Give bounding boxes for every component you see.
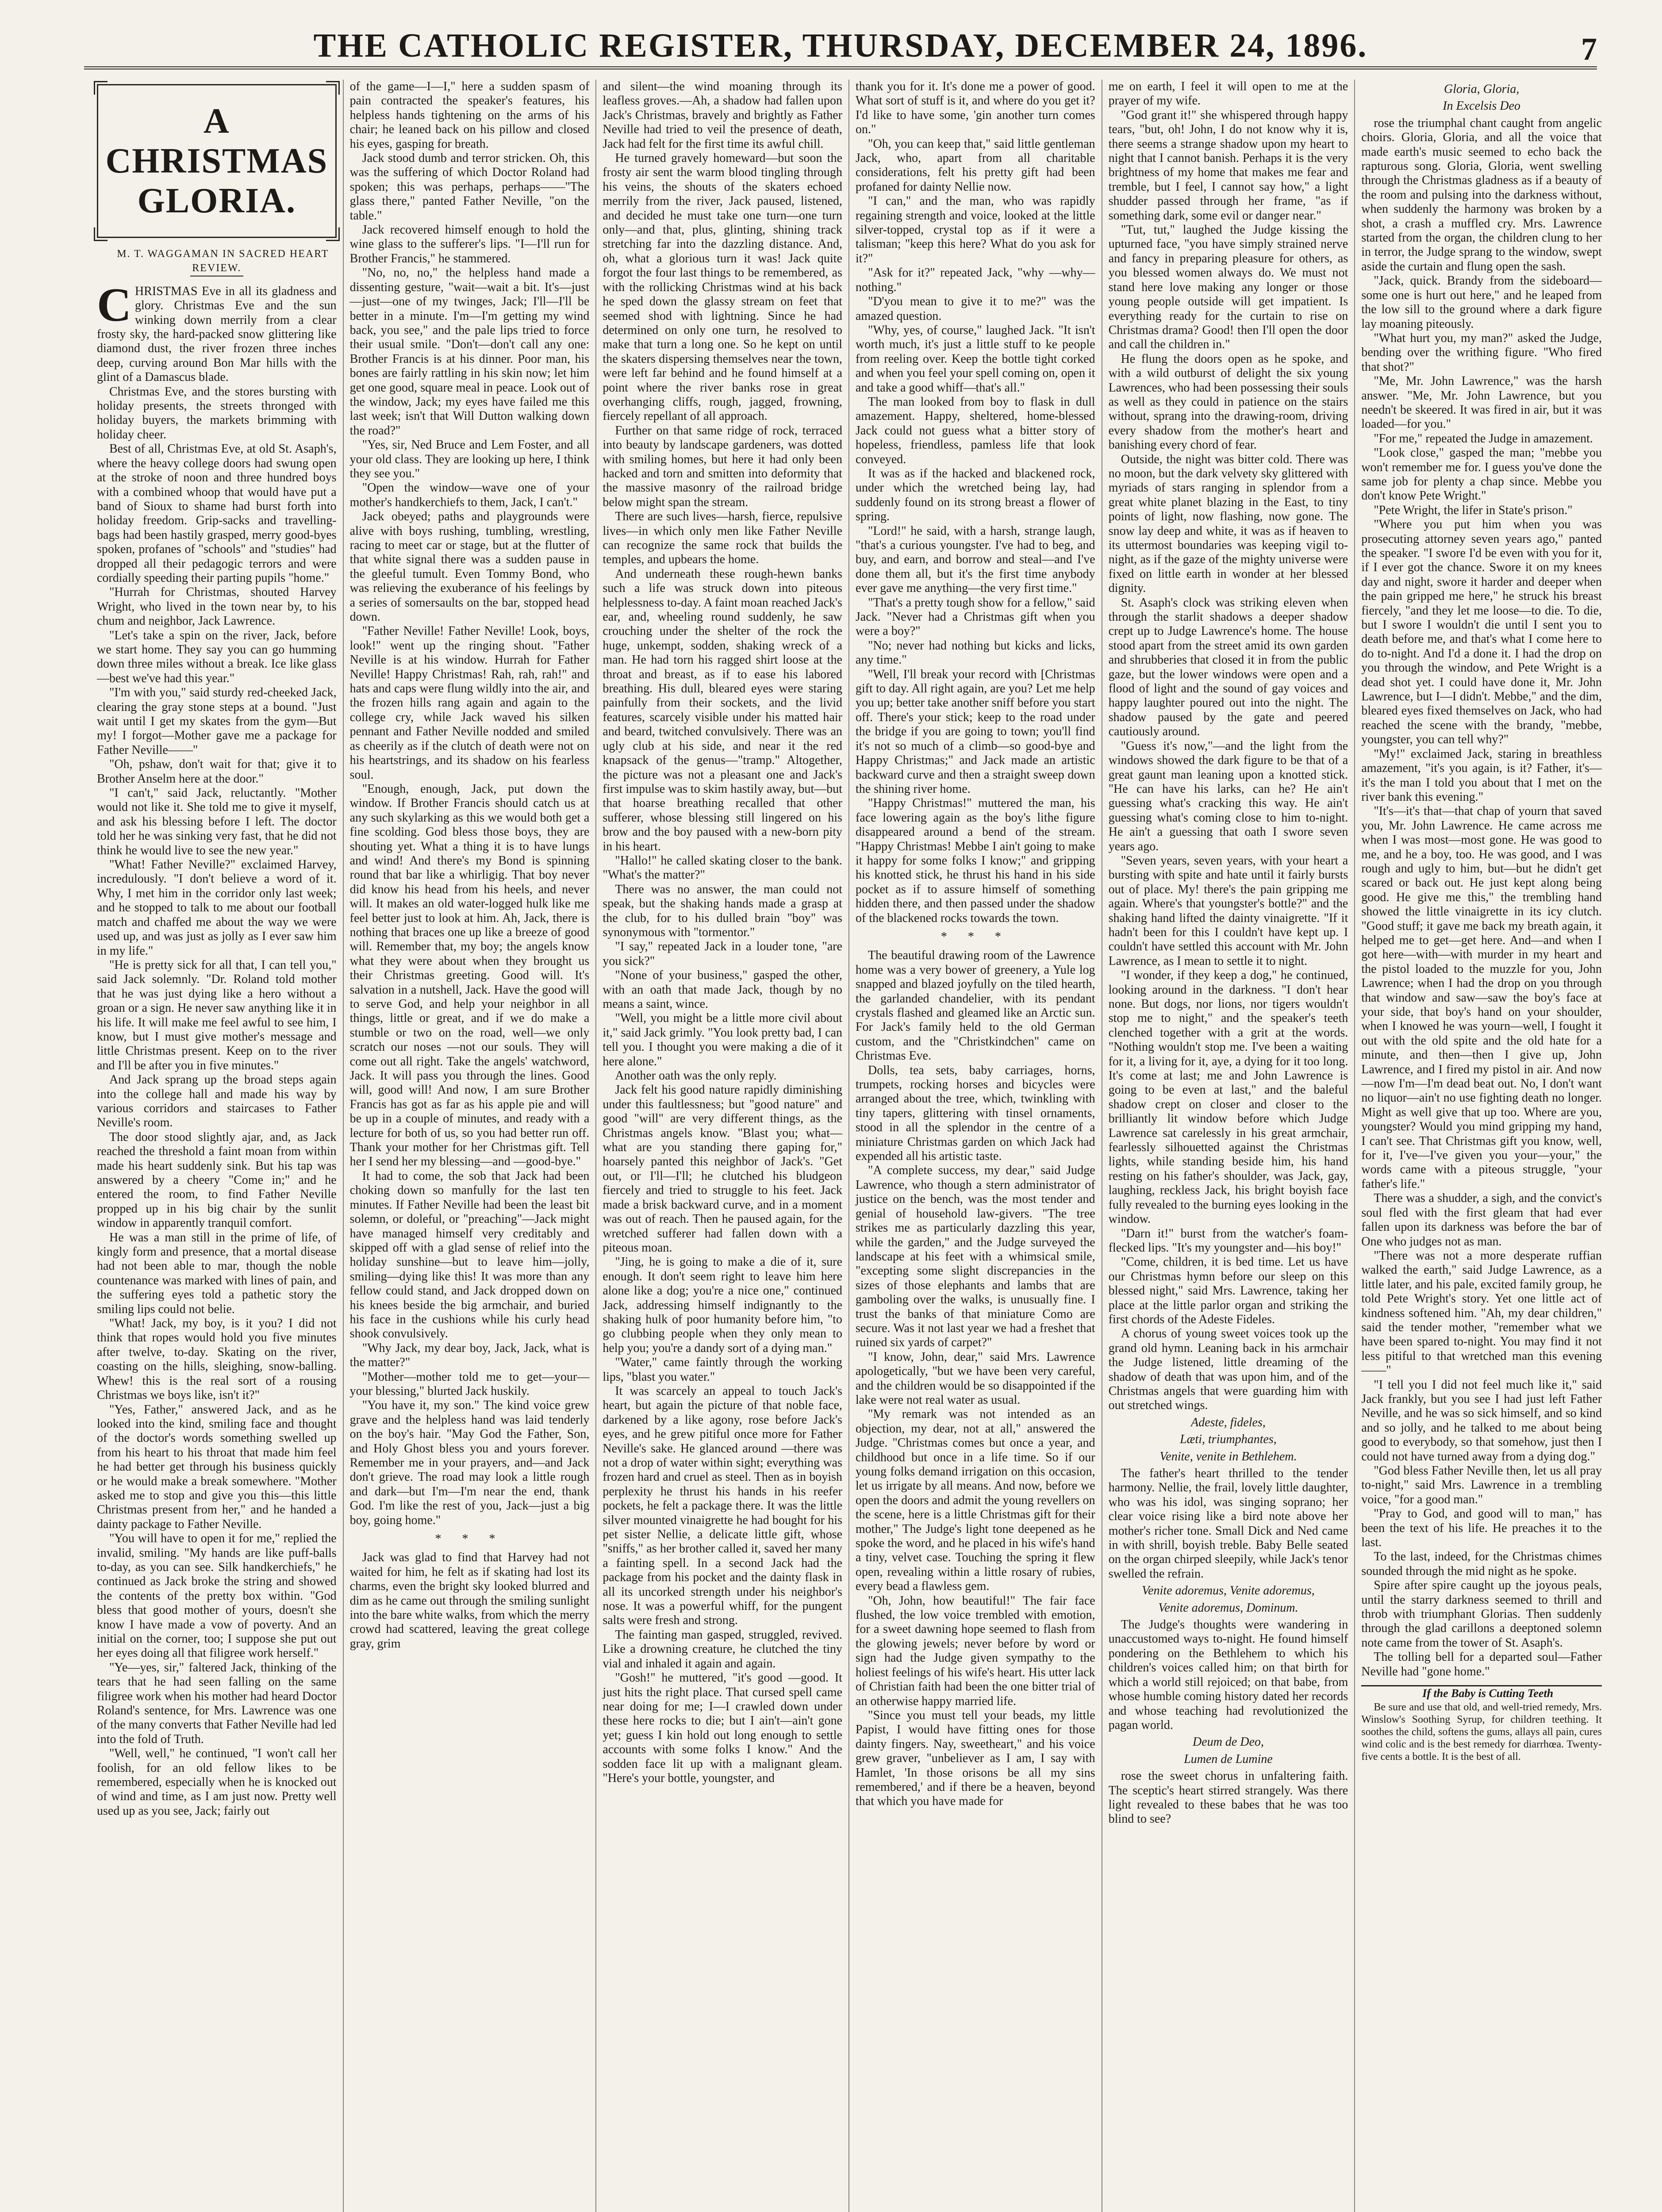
paragraph: "You have it, my son." The kind voice grew grave and the helpless hand was laid tenderly on the boy's hair. "May God the Father, Son, and Holy Ghost bless you and yours forever. Remember me in your prayers, and—and Jack don't grieve. The road may look a little rough and dark—but I'm—I'm near the end, thank God. I'm like the rest of you, Jack—just a big boy, going home.": [349, 1398, 590, 1527]
paragraph: In Excelsis Deo: [1443, 99, 1521, 113]
advert-title: If the Baby is Cutting Teeth: [1422, 1687, 1554, 1700]
paragraph: "I tell you I did not feel much like it," said Jack frankly, but you see I had just left Father Neville, and he was so sick himself, and so kind and so jolly, and he talked to me about being good to everybody, so that somehow, just then I could not have turned away from a dying dog.": [1361, 1378, 1602, 1463]
paragraph: "I say," repeated Jack in a louder tone, "are you sick?": [603, 940, 843, 968]
paragraph: A chorus of young sweet voices took up the grand old hymn. Leaning back in his armchair the Judge listened, little dreaming of the shadow of death that was upon him, and of the Christmas angels that were guarding him with out stretched wings.: [1108, 1327, 1348, 1413]
paragraph: There was a shudder, a sigh, and the convict's soul fled with the first gleam that had ever fallen upon its darkness was before the bar of One who judges not as man.: [1361, 1191, 1602, 1248]
paragraph: Venite adoremus, Dominum.: [1158, 1601, 1298, 1615]
paragraph: "Hallo!" he called skating closer to the bank. "What's the matter?": [603, 853, 843, 882]
paragraph: "It's—it's that—that chap of yourn that saved you, Mr. John Lawrence. He came across me when I was most—most gone. He was good to me, and he a boy, too. He was good, and I was rough and ugly to him, but—but he didn't get scared or back out. He just kept along being good. He give me this," the trembling hand showed the little vinaigrette in its icy clutch. "Good stuff; it gave me back my breath again, it helped me to get—get here. And—and when I got here—with—with murder in my heart and the pistol loaded to the muzzle for you, John Lawrence; when I had the drop on you through that window and saw—saw the boy's face at your side, that boy's hand on your shoulder, when I knowed he was yourn—well, I fought it out with the old spite and the old hate for a minute, and then—then I give up, John Lawrence, and I fired my pistol in air. And now—now I'm—I'm dead beat out. No, I don't want no liquor—ain't no use fighting death no longer. Might as well give that up too. Where are you, youngster? Would you mind gripping my hand, I can't see. That Christmas gift you know, well, for it, I've—I've given you your—your," the words came with a piteous struggle, "your father's life.": [1361, 804, 1602, 1191]
column-5: [1102, 80, 1355, 2212]
paragraph: Another oath was the only reply.: [615, 1069, 777, 1083]
paragraph: "Why Jack, my dear boy, Jack, Jack, what is the matter?": [349, 1341, 590, 1370]
column-3-body: [603, 80, 842, 1786]
paragraph: "Well, you might be a little more civil about it," said Jack grimly. "You look pretty bad, I can tell you. I thought you were making a die of it here alone.": [603, 1011, 843, 1068]
paragraph: "I wonder, if they keep a dog," he continued, looking around in the darkness. "I don't hear none. But dogs, nor lions, nor tigers wouldn't stop me to night," and the speaker's teeth clenched together with a grit at the words. "Nothing wouldn't stop me. I've been a waiting for it, a living for it, aye, a dying for it too long. It's come at last; me and John Lawrence is going to be even at last," and the baleful shadow crept on closer and closer to the brilliantly lit window before which Judge Lawrence sat carelessly in his great armchair, fearlessly silhouetted against the Christmas lights, while standing beside him, his hand resting on his father's shoulder, was Jack, gay, laughing, reckless Jack, his bright boyish face fully revealed to the burning eyes looking in the window.: [1108, 968, 1348, 1226]
paragraph: "Pete Wright, the lifer in State's prison.": [1374, 503, 1573, 517]
article-columns: [91, 80, 1608, 2212]
paragraph: The fainting man gasped, struggled, revived. Like a drowning creature, he clutched the tiny vial and inhaled it again and again.: [603, 1628, 843, 1671]
paragraph: St. Asaph's clock was striking eleven when through the starlit shadows a deeper shadow crept up to Judge Lawrence's home. The house stood apart from the street amid its own garden and shrubberies that closed it in from the public gaze, but the lower windows were open and a flood of light and the sound of gay voices and happy laughter poured out into the night. The shadow paused by the gate and peered cautiously around.: [1108, 595, 1348, 739]
paragraph: rose the triumphal chant caught from angelic choirs. Gloria, Gloria, and all the voice that made earth's music seemed to echo back the rapturous song. Gloria, Gloria, went swelling through the Christmas gladness as if a beauty of the room and pulsing into the darkness without, when suddenly the harmony was broken by a shot, a crash a muffled cry. Mrs. Lawrence started from the organ, the children clung to her in terror, the Judge sprang to the window, swept aside the curtain and flung open the sash.: [1361, 116, 1602, 273]
paragraph: "Well, well," he continued, "I won't call her foolish, for an old fellow likes to be remembered, especially when he is knocked out of wind and time, as I am just now. Pretty well used up as you see, Jack; fairly out: [97, 1747, 337, 1818]
paragraph: "Jing, he is going to make a die of it, sure enough. It don't seem right to leave him here alone like a dog; you're a nice one," continued Jack, addressing himself indignantly to the shaking hulk of poor humanity before him, "to go clubbing people when they only mean to help you; you're a dandy sort of a dying man.": [603, 1255, 843, 1355]
paragraph: "He is pretty sick for all that, I can tell you," said Jack solemnly. "Dr. Roland told mother that he was just dying like a hero without a groan or a sign. He never saw anything like it in his life. It will make me feel awful to see him, I know, but I must give mother's message and little Christmas present. Keep on to the river and I'll be after you in five minutes.": [97, 958, 337, 1072]
paragraph: "Me, Mr. John Lawrence," was the harsh answer. "Me, Mr. John Lawrence, but you needn't be skeered. It was fired in air, but it was loaded—for you.": [1361, 374, 1602, 431]
paragraph: Adeste, fideles,: [1191, 1415, 1266, 1429]
paragraph: "My remark was not intended as an objection, my dear, not at all," answered the Judge. "Christmas comes but once a year, and childhood but once in a life time. So if our young folks demand irrigation on this occasion, let us irrigate by all means. And now, before we open the doors and admit the young revellers on the scene, here is a little Christmas gift for their mother," The Judge's light tone deepened as he spoke the word, and he placed in his wife's hand a tiny, velvet case. Touching the spring it flew open, revealing within a little rosary of rubies, every bead a flawless gem.: [856, 1407, 1095, 1594]
paragraph: Outside, the night was bitter cold. There was no moon, but the dark velvety sky glittered with myriads of stars ranging in splendor from a great white planet blazing in the East, to tiny points of light, now flashing, now gone. The snow lay deep and white, it was as if heaven to its uttermost boundaries was keeping vigil to-night, as if the gaze of the mighty universe were fixed on little earth in wonder at her blessed dignity.: [1108, 452, 1348, 595]
paragraph: "No, no, no," the helpless hand made a dissenting gesture, "wait—wait a bit. It's—just—just—one of my twinges, Jack; I'll—I'll be better in a minute. I'm—I'm getting my wind back, you see," and the pale lips tried to force their usual smile. "Don't—don't call any one: Brother Francis is at his dinner. Poor man, his bones are fairly rattling in his skin now; let him get one good, square meal in peace. Look out of the window, Jack; my eyes have failed me this last week; isn't that Will Dutton walking down the road?": [349, 266, 590, 438]
paragraph: "You will have to open it for me," replied the invalid, smiling. "My hands are like puff-balls to-day, as you can see. Silk handkerchiefs," he continued as Jack broke the string and showed the contents of the pretty box within. "God bless that good mother of yours, doesn't she know I have made a vow of poverty. And an initial on the corner, too; I suppose she put out her eyes doing all that filigree work herself.": [97, 1532, 337, 1660]
column-1: [91, 80, 344, 2212]
paragraph: The beautiful drawing room of the Lawrence home was a very bower of greenery, a Yule log snapped and blazed joyfully on the tiled hearth, the garlanded chandelier, with its pendant crystals flashed and gleamed like an Arctic sun. For Jack's family held to the old German custom, and the "Christkindchen" came on Christmas Eve.: [856, 949, 1095, 1063]
paragraph: The Judge's thoughts were wandering in unaccustomed ways to-night. He found himself pondering on the Bethlehem to which his children's voices called him; on that birth for which a world still rejoiced; on that babe, from whose humble coming history dated her records and whose teaching had revolutionized the pagan world.: [1108, 1618, 1348, 1732]
paragraph: He flung the doors open as he spoke, and with a wild outburst of delight the six young Lawrences, who had been possessing their souls as well as they could in patience on the stairs without, sprang into the drawing-room, driving every shadow from the mother's heart and banishing every chord of fear.: [1108, 352, 1348, 452]
page-number: 7: [1581, 31, 1597, 67]
column-2: [344, 80, 597, 2212]
paragraph: thank you for it. It's done me a power of good. What sort of stuff is it, and where do you get it? I'd like to have some, 'gin another turn comes on.": [856, 80, 1095, 137]
paragraph: Lumen de Lumine: [1184, 1752, 1273, 1766]
paragraph: "God bless Father Neville then, let us all pray to-night," said Mrs. Lawrence in a trembling voice, "for a good man.": [1361, 1464, 1602, 1506]
paragraph: Jack stood dumb and terror stricken. Oh, this was the suffering of which Doctor Roland had spoken; this was perhaps, perhaps——"The glass there," panted Father Neville, "on the table.": [349, 151, 590, 223]
paragraph: "Ye—yes, sir," faltered Jack, thinking of the tears that he had seen falling on the same filigree work when his mother had heard Doctor Roland's sentence, for Mrs. Lawrence was one of the many converts that Father Neville had led into the fold of Truth.: [97, 1660, 337, 1746]
paragraph: "Let's take a spin on the river, Jack, before we start home. They say you can go humming down three miles without a break. Ice like glass—best we've had this year.": [97, 628, 337, 685]
paragraph: There was no answer, the man could not speak, but the shaking hands made a grasp at the club, for to his dulled brain "boy" was synonymous with "tormentor.": [603, 882, 843, 939]
paragraph: He turned gravely homeward—but soon the frosty air sent the warm blood tingling through his veins, the shouts of the skaters echoed merrily from the river, Jack paused, listened, and decided he must take one turn—one turn only—and that, plus, glinting, shining track stretching far into the dazzling distance. And, oh, what a glorious turn it was! Jack quite forgot the four last things to be remembered, as with the rollicking Christmas wind at his back he sped down the glassy stream on feet that seemed shod with lightning. Since he had determined on only one turn, he resolved to make that turn a long one. So he kept on until the skaters dispersing themselves near the town, were left far behind and he found himself at a point where the river banks rose in great overhanging cliffs, rough, jagged, frowning, fiercely repellant of all approach.: [603, 151, 843, 423]
paragraph: "What hurt you, my man?" asked the Judge, bending over the writhing figure. "Who fired that shot?": [1361, 331, 1602, 374]
paragraph: Best of all, Christmas Eve, at old St. Asaph's, where the heavy college doors had swung open at the stroke of noon and three hundred boys with a combined whoop that would have put a band of Sioux to shame had burst forth into holiday freedom. Grip-sacks and travelling-bags had been hastily grasped, merry good-byes spoken, profanes of "schools" and "studies" had dropped all their pedagogic terrors and were cordially speeding their parting pupils "home.": [97, 442, 337, 585]
paragraph: Læti, triumphantes,: [1180, 1432, 1277, 1447]
paragraph: "What! Father Neville?" exclaimed Harvey, incredulously. "I don't believe a word of it. Why, I met him in the corridor only last week; and he stopped to talk to me about our football match and chaffed me about the way we were used up, and was just as jolly as I ever saw him in my life.": [97, 858, 337, 958]
paragraph: "Where you put him when you was prosecuting attorney seven years ago," panted the speaker. "I swore I'd be even with you for it, if I ever got the chance. Swore it on my knees day and night, swore it harder and deeper when the pain gripped me here," he struck his breast fiercely, "and they let me loose—to die. To die, but I swore I wouldn't die until I sent you to death before me, and that's what I come here to do to-night. And I'd a done it. I had the drop on you through the window, and Pete Wright is a dead shot yet. I could have done it, Mr. John Lawrence, but I—I didn't. Mebbe," and the dim, bleared eyes fixed themselves on Jack, who had reached the scene with the brandy, "mebbe, youngster, you can tell why?": [1361, 518, 1602, 747]
paragraph: me on earth, I feel it will open to me at the prayer of my wife.: [1108, 80, 1348, 108]
paragraph: "A complete success, my dear," said Judge Lawrence, who though a stern administrator of justice on the bench, was the most tender and genial of household law-givers. "The tree strikes me as particularly dazzling this year, while the garden," and the Judge surveyed the landscape at his feet with a whimsical smile, "excepting some slight discrepancies in the sizes of those elephants and lambs that are gamboling over the walks, is unusually fine. I trust the banks of that miniature Como are secure. Was it not last year we had a freshet that ruined six yards of carpet?": [856, 1164, 1095, 1350]
paragraph: "Father Neville! Father Neville! Look, boys, look!" went up the ringing shout. "Father Neville is at his window. Hurrah for Father Neville! Happy Christmas! Rah, rah, rah!" and hats and caps were flung wildly into the air, and the frozen hills rang again and again to the college cry, while Jack waved his silken pennant and Father Neville nodded and smiled as cheerily as if the clutch of death were not on his heartstrings, and its shadow on his fearless soul.: [349, 624, 590, 782]
paragraph: And Jack sprang up the broad steps again into the college hall and made his way by various corridors and staircases to Father Neville's room.: [97, 1073, 337, 1130]
paragraph: "Why, yes, of course," laughed Jack. "It isn't worth much, it's just a little stuff to ke people from reeling over. Keep the bottle tight corked and when you feel your spell coming on, open it and take a good whiff—that's all.": [856, 323, 1095, 395]
paragraph: Dolls, tea sets, baby carriages, horns, trumpets, rocking horses and bicycles were arranged about the tree, which, twinkling with tiny tapers, glittering with tinsel ornaments, stood in all the splendor in the centre of a miniature Christmas garden on which Jack had expended all his artistic taste.: [856, 1063, 1095, 1164]
paragraph: "Happy Christmas!" muttered the man, his face lowering again as the boy's lithe figure disappeared around a bend of the stream. "Happy Christmas! Mebbe I ain't going to make it happy for some folks I know;" and gripping his knotted stick, he thrust his hand in his side pocket as if to assure himself of something hidden there, and then passed under the shadow of the blackened rocks towards the town.: [856, 796, 1095, 925]
paragraph: To the last, indeed, for the Christmas chimes sounded through the mid night as he spoke.: [1361, 1550, 1602, 1578]
paragraph: "Look close," gasped the man; "mebbe you won't remember me for. I guess you've done the same job for plenty a chap since. Mebbe you don't know Pete Wright.": [1361, 446, 1602, 503]
paragraph: "D'you mean to give it to me?" was the amazed question.: [856, 295, 1095, 323]
paragraph: "Since you must tell your beads, my little Papist, I would have fitting ones for those dainty fingers. Nay, sweetheart," and his voice grew graver, "unbeliever as I am, I say with Hamlet, 'In those orisons be all my sins remembered,' and if there be a heaven, beyond that which you have made for: [856, 1708, 1095, 1809]
paragraph: "Oh, you can keep that," said little gentleman Jack, who, apart from all charitable considerations, felt his pretty gift had been profaned for dainty Nellie now.: [856, 137, 1095, 194]
paragraph: "Jack, quick. Brandy from the sideboard—some one is hurt out here," and he leaped from the low sill to the ground where a dark figure lay moaning piteously.: [1361, 274, 1602, 331]
paragraph: The man looked from boy to flask in dull amazement. Happy, sheltered, home-blessed Jack could not guess what a bitter story of hopeless, friendless, pamless life that look conveyed.: [856, 395, 1095, 466]
paragraph: Deum de Deo,: [1193, 1735, 1264, 1749]
paragraph: Venite, venite in Bethlehem.: [1159, 1449, 1297, 1463]
paragraph: He was a man still in the prime of life, of kingly form and presence, that a mortal disease had not been able to mar, though the noble countenance was marked with lines of pain, and the suffering eyes told a pathetic story the smiling lips could not belie.: [97, 1230, 337, 1316]
column-6-body: [1361, 82, 1602, 1679]
paragraph: Jack was glad to find that Harvey had not waited for him, he felt as if skating had lost its charms, even the bright sky looked blurred and dim as he came out through the smiling sunlight into the bare white walks, from which the merry crowd had scattered, leaving the great college gray, grim: [349, 1551, 590, 1651]
column-6: [1355, 80, 1608, 2212]
paragraph: and silent—the wind moaning through its leafless groves.—Ah, a shadow had fallen upon Jack's Christmas, bravely and brightly as Father Neville had tried to veil the presence of death, Jack had felt for the first time its awful chill.: [603, 80, 843, 151]
paragraph: "Lord!" he said, with a harsh, strange laugh, "that's a curious youngster. I've had to beg, and buy, and earn, and borrow and steal—and I've done them all, but it's the first time anybody ever gave me anything—the very first time.": [856, 524, 1095, 595]
column-5-body: [1109, 80, 1348, 1827]
column-4-body: [856, 80, 1095, 1809]
paragraph: It had to come, the sob that Jack had been choking down so manfully for the last ten minutes. If Father Neville had been the least bit solemn, or doleful, or "preaching"—Jack might have managed himself very creditably and skipped off with a glad sense of relief into the holiday sunshine—but to leave him—jolly, smiling—dying like this! It was more than any fellow could stand, and Jack dropped down on his knees beside the big armchair, and buried his face in the cushions while his curly head shook convulsively.: [349, 1169, 590, 1341]
paragraph: "Open the window—wave one of your mother's handkerchiefs to them, Jack, I can't.": [349, 481, 590, 509]
paragraph: "Well, I'll break your record with [Christmas gift to day. All right again, are you? Let me help you up; better take another sniff before you start off. There's your stick; keep to the road under the bridge if you are going to town; you'll find it's not so much of a climb—so good-bye and Happy Christmas;" and Jack made an artistic backward curve and then a straight sweep down the shining river home.: [856, 667, 1095, 796]
drop-cap: C: [97, 278, 131, 331]
paragraph: "No; never had nothing but kicks and licks, any time.": [856, 638, 1095, 667]
paragraph: It was as if the hacked and blackened rock, under which the wretched being lay, had suddenly found on its strong breast a flower of spring.: [856, 466, 1095, 524]
paragraph: "Mother—mother told me to get—your—your blessing," blurted Jack huskily.: [349, 1370, 590, 1398]
paragraph: Jack obeyed; paths and playgrounds were alive with boys rushing, tumbling, wrestling, racing to meet car or stage, but at the flutter of that white signal there was a sudden pause in the gleeful tumult. Even Tommy Bond, who was relieving the exuberance of his feelings by a series of somersaults on the bar, stopped head down.: [349, 510, 590, 624]
paragraph: Venite adoremus, Venite adoremus,: [1142, 1584, 1315, 1598]
paragraph: Further on that same ridge of rock, terraced into beauty by landscape gardeners, was dotted with smiling homes, but here it had only been hacked and torn and smitten into deformity that the massive masonry of the railroad bridge below might span the stream.: [603, 423, 843, 509]
paragraph: [97, 278, 337, 385]
paragraph: "Oh, John, how beautiful!" The fair face flushed, the low voice trembled with emotion, for a sweet dawning hope seemed to flash from the glowing jewels; never before by word or sign had the Judge given sympathy to the holiest feelings of his wife's heart. His utter lack of Christian faith had been the one bitter trial of an otherwise happy married life.: [856, 1594, 1095, 1708]
paragraph: The father's heart thrilled to the tender harmony. Nellie, the frail, lovely little daughter, who was his idol, was singing soprano; her clear voice rising like a bird note above her mother's richer tone. Small Dick and Ned came in with shrill, boyish treble. Baby Belle seated on the organ chirped sleepily, while Jack's tenor swelled the refrain.: [1108, 1467, 1348, 1581]
paragraph: "God grant it!" she whispered through happy tears, "but, oh! John, I do not know why it is, there seems a strange shadow upon my heart to night that I cannot banish. Perhaps it is the very brightness of my home that makes me fear and tremble, but I feel, I cannot say how," a light shudder passed through her frame, "as if something dark, some evil or danger near.": [1108, 108, 1348, 223]
paragraph: It was scarcely an appeal to touch Jack's heart, but again the picture of that noble face, darkened by a like agony, rose before Jack's eyes, and he grew pitiful once more for Father Neville's sake. He glanced around —there was not a drop of water within sight; everything was frozen hard and cruel as steel. Then as in boyish perplexity he thrust his hands in his reefer pockets, he felt a package there. It was the little silver mounted vinaigrette he had bought for his pet sister Nellie, a delicate little gift, whose "sniffs," as her brother called it, saved her many a fainting spell. In a second Jack had the package from his pocket and the dainty flask in all its uncorked strength under his neighbor's nose. It was a powerful whiff, for the pungent salts were fresh and strong.: [603, 1384, 843, 1628]
article-title: A CHRISTMAS GLORIA.: [105, 102, 328, 220]
paragraph: * * *: [940, 929, 1010, 944]
paragraph: "Pray to God, and good will to man," has been the text of his life. He preaches it to the last.: [1361, 1507, 1602, 1550]
paragraph: "I'm with you," said sturdy red-cheeked Jack, clearing the gray stone steps at a bound. "Just wait until I get my skates from the gym—But my! I forgot—Mother gave me a package for Father Neville——": [97, 686, 337, 757]
paragraph: The tolling bell for a departed soul—Father Neville had "gone home.": [1361, 1650, 1602, 1678]
paragraph: "Seven years, seven years, with your heart a bursting with spite and hate until it fairly bursts out of place. My! there's the pain gripping me again. Where's that youngster's bottle?" and the shaking hand lifted the dainty vinaigrette. "If it hadn't been for this I couldn't have kept up. I couldn't have settled this account with Mr. John Lawrence, as I mean to settle it to night.: [1108, 853, 1348, 968]
paragraph: * * *: [435, 1532, 504, 1546]
paragraph: "Tut, tut," laughed the Judge kissing the upturned face, "you have simply strained nerve and fancy in preparing pleasure for others, as you blessed women always do. We must not stand here love making any longer or those young people outside will get impatient. Is everything ready for the curtain to rise on Christmas drama? Good! then I'll open the door and call the children in.": [1108, 223, 1348, 352]
paragraph: "Hurrah for Christmas, shouted Harvey Wright, who lived in the town near by, to his chum and neighbor, Jack Lawrence.: [97, 585, 337, 628]
paragraph: "What! Jack, my boy, is it you? I did not think that ropes would hold you five minutes after twelve, to-day. Skating on the river, coasting on the hills, sleighing, snow-balling. Whew! this is the real sort of a rousing Christmas we boys like, isn't it?": [97, 1317, 337, 1402]
paragraph: rose the sweet chorus in unfaltering faith. The sceptic's heart stirred strangely. Was there light revealed to these babes that he was too blind to see?: [1108, 1769, 1348, 1826]
paragraph: Jack felt his good nature rapidly diminishing under this faultlessness; but "good nature" and good "will" are very different things, as the Christmas angels know. "Blast you; what—what are you standing there gaping for," hoarsely panted this neighbor of Jack's. "Get out, or I'll—I'll; he clutched his bludgeon fiercely and tried to struggle to his feet. Jack made a brisk backward curve, and in a moment was out of reach. Then he paused again, for the wretched sufferer had fallen down with a piteous moan.: [603, 1083, 843, 1255]
paragraph: of the game—I—I," here a sudden spasm of pain contracted the speaker's features, his helpless hands tightening on the arms of his chair; he leaned back on his pillow and closed his eyes, gasping for breath.: [349, 80, 590, 151]
paragraph: There are such lives—harsh, fierce, repulsive lives—in which only men like Father Neville can recognize the same rock that builds the temples, and upbears the home.: [603, 510, 843, 567]
paragraph: Christmas Eve, and the stores bursting with holiday presents, the streets thronged with holiday buyers, the markets brimming with holiday cheer.: [97, 384, 337, 442]
paragraph: "Yes, sir, Ned Bruce and Lem Foster, and all your old class. They are looking up here, I think they see you.": [349, 438, 590, 480]
paragraph: "Yes, Father," answered Jack, and as he looked into the kind, smiling face and thought of the doctor's words something swelled up from his heart to his throat that made him feel he had better get through his business quickly or he would make a break somewhere. "Mother asked me to stop and give you this—this little Christmas present from her," and he handed a dainty package to Father Neville.: [97, 1402, 337, 1531]
paragraph: "There was not a more desperate ruffian walked the earth," said Judge Lawrence, as a little later, and his pale, excited family group, he told Pete Wright's story. Yet one little act of kindness softened him. "Ah, my dear children," said the tender mother, "remember what we have been spared to-night. You may find it not less pitiful to that wretched man this evening——": [1361, 1248, 1602, 1378]
column-4: [849, 80, 1102, 2212]
paragraph: "Water," came faintly through the working lips, "blast you water.": [603, 1356, 843, 1384]
paragraph: "For me," repeated the Judge in amazement.: [1374, 431, 1593, 445]
paragraph: "Gosh!" he muttered, "it's good —good. It just hits the right place. That cursed spell came near doing for me; I—I crawled down under these here rocks to die; but I ain't—ain't gone yet; guess I kin hold out long enough to settle accounts with some folks I know." And the sodden face lit up with a malignant gleam. "Here's your bottle, youngster, and: [603, 1671, 843, 1785]
advert-body: Be sure and use that old, and well-tried remedy, Mrs. Winslow's Soothing Syrup, for children teething. It soothes the child, softens the gums, allays all pain, cures wind colic and is the best remedy for diarrhœa. Twenty-five cents a bottle. It is the best of all.: [1361, 1701, 1602, 1763]
paragraph: Jack recovered himself enough to hold the wine glass to the sufferer's lips. "I—I'll run for Brother Francis," he stammered.: [349, 223, 590, 265]
paragraph: "None of your business," gasped the other, with an oath that made Jack, though by no means a saint, wince.: [603, 968, 843, 1011]
paragraph: "Come, children, it is bed time. Let us have our Christmas hymn before our sleep on this blessed night," said Mrs. Lawrence, taking her place at the little parlor organ and striking the first chords of the Adeste Fideles.: [1108, 1255, 1348, 1326]
paragraph: "Ask for it?" repeated Jack, "why —why—nothing.": [856, 266, 1095, 294]
paragraph: "That's a pretty tough show for a fellow," said Jack. "Never had a Christmas gift when you were a boy?": [856, 595, 1095, 638]
paragraph: "I can't," said Jack, reluctantly. "Mother would not like it. She told me to give it myself, and ask his blessing before I left. The doctor told her he was sinking very fast, that he did not think he would live to see the new year.": [97, 786, 337, 857]
paragraph: Spire after spire caught up the joyous peals, until the starry darkness seemed to thrill and throb with triumphant Glorias. Then suddenly through the glad carillons a deeptoned solemn note came from the tower of St. Asaph's.: [1361, 1578, 1602, 1650]
article-title-box: [97, 84, 337, 238]
column-3: [596, 80, 849, 2212]
paragraph: "I can," and the man, who was rapidly regaining strength and voice, looked at the little silver-topped, crystal top as if it were a talisman; "keep this here? What do you ask for it?": [856, 194, 1095, 265]
paragraph: And underneath these rough-hewn banks such a life was struck down into piteous helplessness to-day. A faint moan reached Jack's ear, and, wheeling round suddenly, he saw crouching under the shelter of the rock the huge, unkempt, sodden, shaking wreck of a man. He had torn his ragged shirt loose at the throat and breast, as if to ease his labored breathing. His dull, bleared eyes were staring painfully from their sockets, and the livid features, scarcely visible under his matted hair and beard, twitched convulsively. There was an ugly club at his side, and near it the red knapsack of the genus—"tramp." Altogether, the picture was not a pleasant one and Jack's first impulse was to skim hastily away, but—but that hoarse breathing recalled that other sufferer, whose blessing still lingered on his brow and the boy paused with a new-born pity in his heart.: [603, 567, 843, 853]
column-1-body: [97, 278, 337, 1818]
paragraph: "I know, John, dear," said Mrs. Lawrence apologetically, "but we have been very careful, and the children would be so disappointed if the lake were not real water as usual.: [856, 1350, 1095, 1407]
paragraph: "Guess it's now,"—and the light from the windows showed the dark figure to be that of a great gaunt man leaning upon a knotted stick. "He can have his larks, can he? He ain't guessing what's cracking this way. He ain't guessing what's coming close to him to-night. He ain't a guessing that oath I swore seven years ago.: [1108, 739, 1348, 853]
paragraph: "My!" exclaimed Jack, staring in breathless amazement, "it's you again, is it? Father, it's—it's the man I told you about that I met on the river bank this evening.": [1361, 747, 1602, 804]
masthead: [84, 9, 1597, 69]
first-paragraph-text: HRISTMAS Eve in all its gladness and glory. Christmas Eve and the sun winking down merrily from a clear frosty sky, the hard-packed snow glittering like diamond dust, the river frozen three inches deep, curving around Bon Mar hills with the glint of a Damascus blade.: [97, 284, 337, 384]
column-2-body: [350, 80, 590, 1651]
paragraph: Gloria, Gloria,: [1444, 82, 1520, 96]
paragraph: The door stood slightly ajar, and, as Jack reached the threshold a faint moan from within made his heart suddenly sink. But his tap was answered by a cheery "Come in;" and he entered the room, to find Father Neville propped up in his big chair by the sunlit window in apparently tranquil comfort.: [97, 1130, 337, 1230]
paragraph: "Darn it!" burst from the watcher's foam-flecked lips. "It's my youngster and—his boy!": [1108, 1226, 1348, 1255]
paragraph: "Enough, enough, Jack, put down the window. If Brother Francis should catch us at any such skylarking as this we would both get a fine scolding. God bless those boys, they are shouting yet. What a thing it is to have lungs and wind! And there's my Bond is spinning round that bar like a whirligig. That boy never did know his head from his heels, and never will. It makes an old water-logged hulk like me feel better just to look at him. Ah, Jack, there is nothing that braces one up like a breeze of good will. Remember that, my boy; the angels know what they were about when they brought us their Christmas greeting. Good will. It's salvation in a nutshell, Jack. Have the good will to serve God, and help your neighbor in all things, little or great, and if we do make a stumble or two on the road, well—we only scratch our noses —not our souls. They will come out all right. Take the angels' watchword, Jack. It will pass you through the lines. Good will, good will! And now, I am sure Brother Francis has got as far as his apple pie and will be up in a couple of minutes, and ready with a lecture for both of us, so you had better run off. Thank your mother for her Christmas gift. Tell her I send her my blessing—and —good-bye.": [349, 782, 590, 1169]
masthead-title: THE CATHOLIC REGISTER, THURSDAY, DECEMBER 24, 1896.: [313, 27, 1368, 64]
paragraph: "Oh, pshaw, don't wait for that; give it to Brother Anselm here at the door.": [97, 757, 337, 786]
article-byline: M. T. WAGGAMAN IN SACRED HEART REVIEW.: [117, 248, 329, 274]
